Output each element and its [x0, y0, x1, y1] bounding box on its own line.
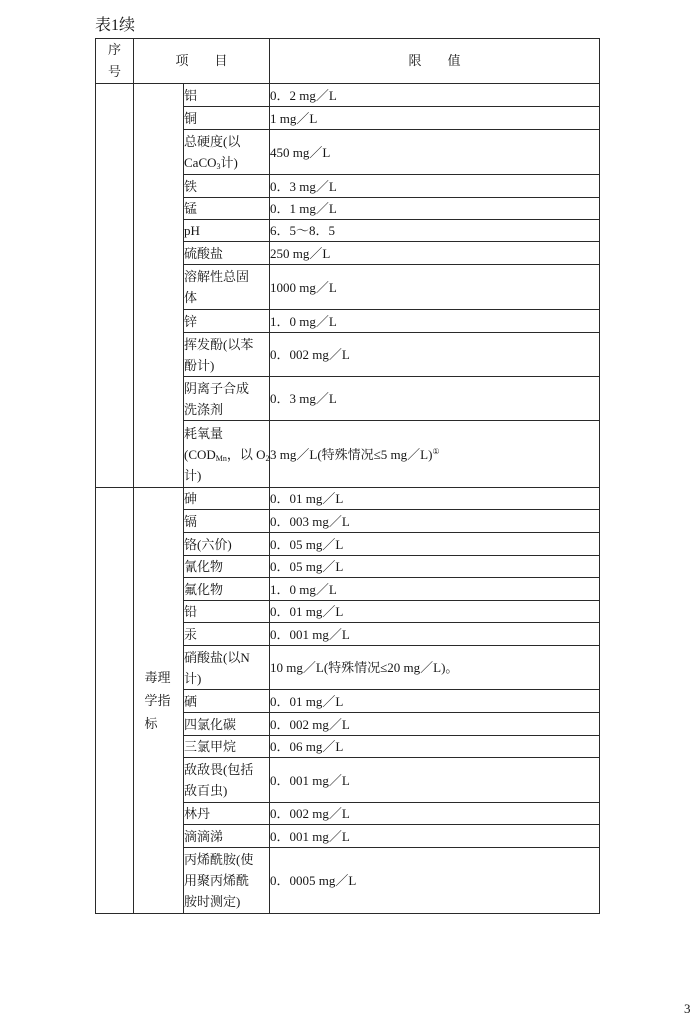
table-title: 表1续: [95, 17, 136, 34]
item-line: 总硬度(以: [184, 134, 241, 149]
limit-cell: 0．2 mg／L: [270, 84, 600, 107]
header-limit: 限 值: [270, 39, 600, 84]
item-text: CaCO: [184, 155, 217, 170]
item-cell: 硫酸盐: [184, 242, 270, 265]
item-cell: [184, 758, 270, 803]
item-line: 敌敌畏(包括: [184, 762, 254, 777]
item-cell: 砷: [184, 488, 270, 510]
table-row: [96, 488, 600, 510]
item-cell: [184, 848, 270, 914]
item-line: 溶解性总固: [184, 269, 250, 284]
limit-cell: 0．002 mg／L: [270, 713, 600, 736]
serial-cell: [96, 488, 134, 914]
item-cell: 铜: [184, 107, 270, 130]
category-cell: [134, 488, 184, 914]
limit-cell: 0．06 mg／L: [270, 736, 600, 758]
header-serial-line1: 序: [107, 42, 121, 57]
item-cell: 三氯甲烷: [184, 736, 270, 758]
item-cell: 硒: [184, 690, 270, 713]
limit-cell: 0．003 mg／L: [270, 510, 600, 533]
item-line: 挥发酚(以苯: [184, 336, 254, 352]
header-item: 项 目: [134, 39, 270, 84]
item-line: 胺时测定): [184, 894, 241, 909]
limit-cell: 0．002 mg／L: [270, 803, 600, 825]
standards-table: [95, 38, 600, 914]
item-cell: [184, 646, 270, 690]
item-line: [184, 152, 269, 173]
header-serial-line2: 号: [107, 64, 121, 79]
item-cell: 氟化物: [184, 578, 270, 601]
limit-cell: 450 mg／L: [270, 130, 600, 175]
item-cell: 四氯化碳: [184, 713, 270, 736]
limit-cell: 0．001 mg／L: [270, 623, 600, 646]
item-line: 洗涤剂: [184, 401, 224, 417]
item-cell: pH: [184, 220, 270, 242]
limit-cell: 0．1 mg／L: [270, 198, 600, 220]
item-line: 计): [184, 670, 202, 686]
limit-cell: 10 mg／L(特殊情况≤20 mg／L)。: [270, 646, 600, 690]
limit-cell: 0．01 mg／L: [270, 601, 600, 623]
item-cell: 铬(六价): [184, 533, 270, 556]
limit-cell: 0．001 mg／L: [270, 758, 600, 803]
item-line: 阴离子合成: [184, 380, 250, 396]
footnote-mark: ①: [432, 446, 440, 456]
limit-cell: 6．5～8．5: [270, 220, 600, 242]
limit-cell: 1000 mg／L: [270, 265, 600, 310]
item-cell: 林丹: [184, 803, 270, 825]
item-cell: 铝: [184, 84, 270, 107]
limit-cell: 250 mg／L: [270, 242, 600, 265]
limit-cell: 0．001 mg／L: [270, 825, 600, 848]
limit-cell: 0．05 mg／L: [270, 533, 600, 556]
item-line: 计): [184, 467, 202, 483]
limit-cell: 0．0005 mg／L: [270, 848, 600, 914]
header-row: [96, 39, 600, 84]
item-cell: [184, 130, 270, 175]
item-text: 计): [220, 155, 238, 170]
item-text: ，以 O: [226, 446, 266, 462]
limit-cell: 0．3 mg／L: [270, 377, 600, 421]
limit-cell: 0．05 mg／L: [270, 556, 600, 578]
item-line: [184, 444, 269, 465]
item-cell: 滴滴涕: [184, 825, 270, 848]
item-subscript: 2: [265, 453, 270, 463]
item-subscript: Mn: [215, 453, 227, 463]
serial-cell: [96, 84, 134, 488]
item-subscript: 3: [216, 162, 221, 171]
item-cell: 铅: [184, 601, 270, 623]
item-line: 耗氧量: [184, 425, 224, 441]
page-number: 3: [684, 1001, 691, 1016]
category-cell: [134, 84, 184, 488]
item-cell: [184, 377, 270, 421]
item-cell: 氰化物: [184, 556, 270, 578]
limit-cell: 1．0 mg／L: [270, 578, 600, 601]
limit-cell: 1 mg／L: [270, 107, 600, 130]
limit-cell: 0．3 mg／L: [270, 175, 600, 198]
item-cell: [184, 421, 270, 488]
header-serial: [96, 39, 134, 84]
limit-cell: 0．01 mg／L: [270, 690, 600, 713]
item-line: 酚计): [184, 357, 215, 373]
item-line: 丙烯酰胺(使: [184, 852, 254, 867]
item-cell: 锌: [184, 310, 270, 333]
item-cell: 锰: [184, 198, 270, 220]
item-cell: [184, 265, 270, 310]
limit-cell: 0．002 mg／L: [270, 333, 600, 377]
category-label: 毒理学指标: [144, 670, 171, 731]
item-line: 体: [184, 290, 198, 305]
item-cell: 镉: [184, 510, 270, 533]
limit-value: 3 mg／L(特殊情况≤5 mg／L): [270, 446, 433, 462]
limit-cell: 1．0 mg／L: [270, 310, 600, 333]
item-line: 用聚丙烯酰: [184, 873, 250, 888]
item-cell: [184, 333, 270, 377]
limit-cell: [270, 421, 600, 488]
item-text: (COD: [184, 446, 216, 462]
item-cell: 铁: [184, 175, 270, 198]
limit-cell: 0．01 mg／L: [270, 488, 600, 510]
item-line: 敌百虫): [184, 783, 228, 798]
table-row: [96, 84, 600, 107]
item-line: 硝酸盐(以N: [184, 649, 250, 665]
item-cell: 汞: [184, 623, 270, 646]
